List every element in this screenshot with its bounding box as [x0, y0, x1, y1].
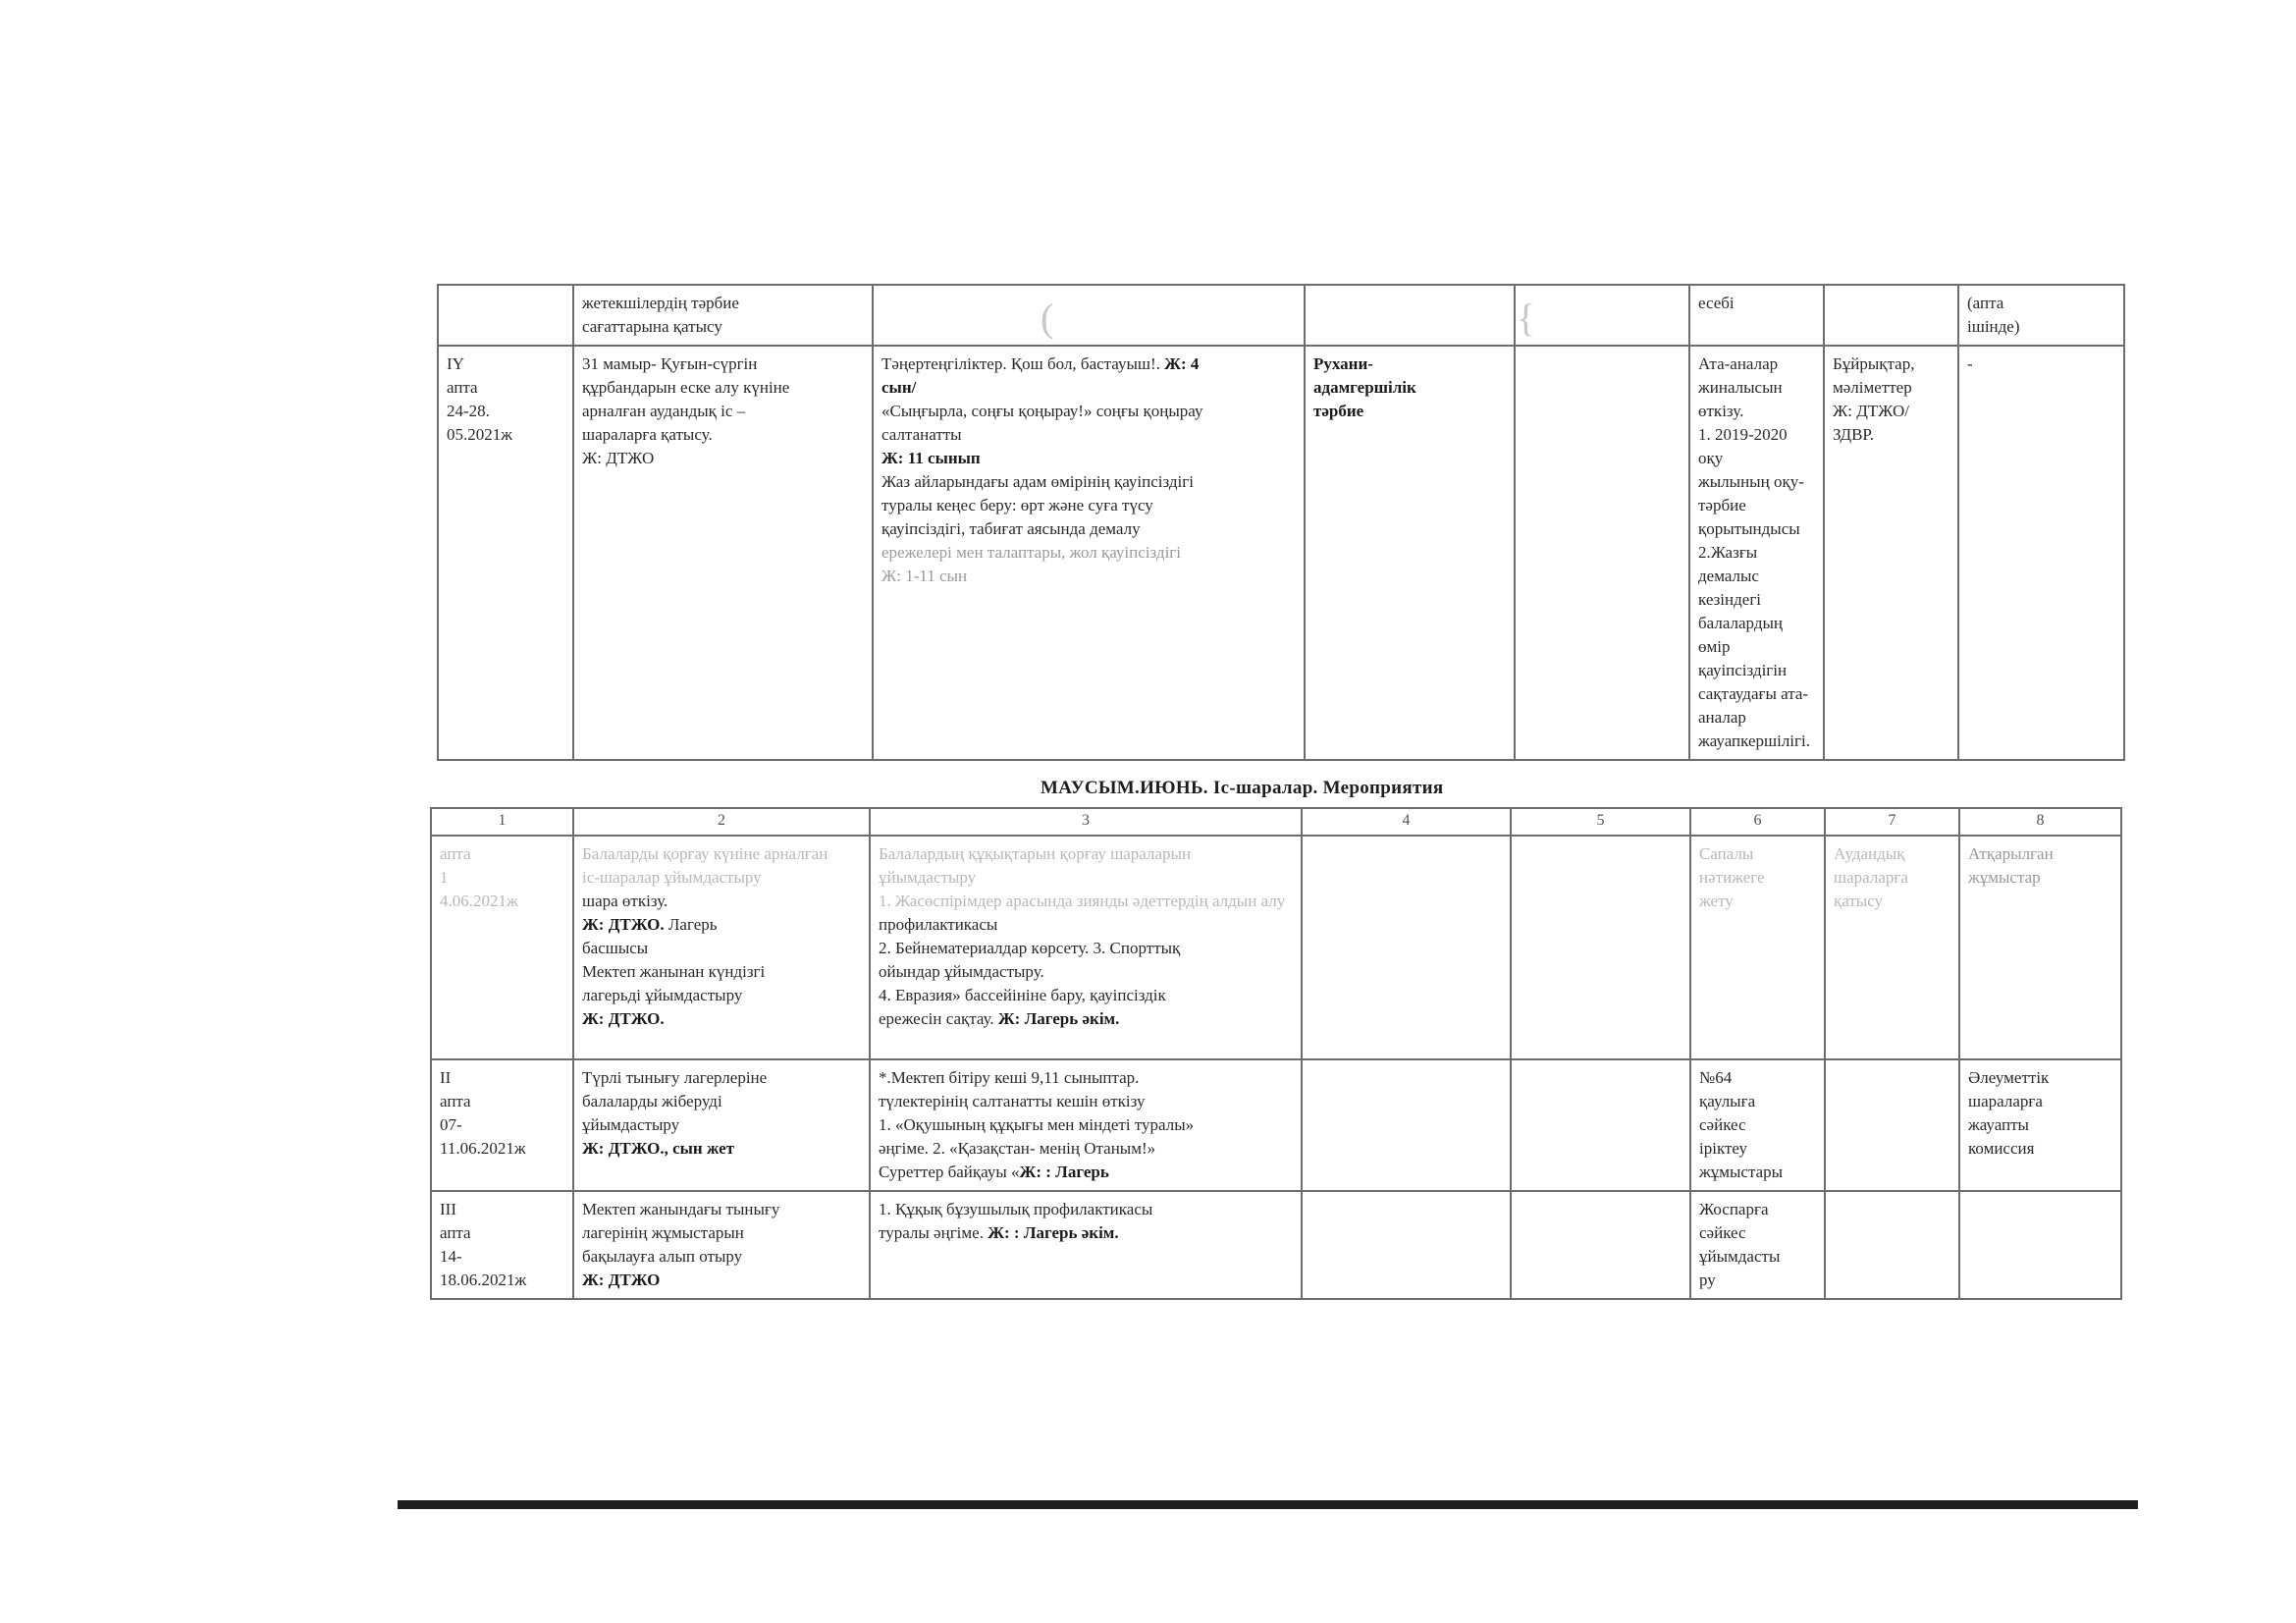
cell-text: профилактикасы 2. Бейнематериалдар көрсету. 3. Спорттық ойындар ұйымдастыру. 4. Евразия» бассейініне бару, қауіпсіздік ережесін сақтау. — [879, 915, 1181, 1028]
table-cell: жетекшілердің тәрбие сағаттарына қатысу — [573, 285, 873, 346]
table-cell: 31 мамыр- Қуғын-сүргін құрбандарын еске алу күніне арналған аудандық іс – шараларға қатысу. Ж: ДТЖО — [573, 346, 873, 760]
column-header: 3 — [870, 808, 1302, 836]
table-cell — [1302, 1191, 1511, 1299]
table-row — [438, 346, 2124, 760]
week-cell: III апта 14- 18.06.2021ж — [431, 1191, 573, 1299]
responsible-text: Ж: ДТЖО — [582, 1271, 661, 1289]
cell-text: 1. Құқық бұзушылық профилактикасы туралы әңгіме. — [879, 1200, 1153, 1242]
table-cell — [873, 285, 1305, 346]
cell-text: шара өткізу. — [582, 892, 668, 910]
table-cell: Аудандық шараларға қатысу — [1825, 836, 1959, 1059]
table-row — [438, 285, 2124, 346]
cell-text: Жаз айларындағы адам өмірінің қауіпсіздігі туралы кеңес беру: өрт және суға түсу қауіпсіздігі, табиғат аясында демалу — [881, 472, 1194, 538]
cell-text: Мектеп жанындағы тынығу лагерінің жұмыстарын бақылауға алып отыру — [582, 1200, 780, 1266]
responsible-text: Ж: Лагерь әкім. — [997, 1009, 1120, 1028]
table-cell — [573, 1191, 870, 1299]
cell-text: Балалардың құқықтарын қорғау шараларын ұйымдастыру 1. Жасөспірімдер арасында зиянды әдеттердің алдын алу — [879, 844, 1286, 910]
table-cell: (апта ішінде) — [1958, 285, 2124, 346]
table-cell: есебі — [1689, 285, 1824, 346]
responsible-text: Ж: ДТЖО. — [582, 1009, 665, 1028]
cell-text: Тәңертеңгіліктер. Қош бол, бастауыш!. — [881, 354, 1165, 373]
table-cell: Атқарылған жұмыстар — [1959, 836, 2121, 1059]
cell-text: Балаларды қорғау күніне арналған іс-шаралар ұйымдастыру — [582, 844, 828, 887]
column-header: 1 — [431, 808, 573, 836]
week-cell: IY апта 24-28. 05.2021ж — [438, 346, 573, 760]
table-cell: Сапалы нәтижеге жету — [1690, 836, 1825, 1059]
scan-mark: ( — [1041, 296, 1054, 340]
responsible-text: Ж: 11 сынып — [881, 449, 981, 467]
section-title: МАУСЫМ.ИЮНЬ. Іс-шаралар. Мероприятия — [1041, 778, 1444, 798]
responsible-text: Ж: ДТЖО., сын жет — [582, 1139, 734, 1158]
responsible-text: Ж: : Лагерь әкім. — [988, 1223, 1119, 1242]
cell-text: Түрлі тынығу лагерлеріне балаларды жіберуді ұйымдастыру — [582, 1068, 768, 1134]
table-cell — [438, 285, 573, 346]
table-cell — [573, 836, 870, 1059]
responsible-text: Ж: ДТЖО. — [582, 915, 668, 934]
table-cell — [1959, 1191, 2121, 1299]
table-cell — [1511, 836, 1690, 1059]
table-row — [431, 836, 2121, 1059]
table-cell — [1824, 285, 1958, 346]
table-cell: №64 қаулыға сәйкес іріктеу жұмыстары — [1690, 1059, 1825, 1191]
table-row — [431, 1059, 2121, 1191]
table-row — [431, 1191, 2121, 1299]
week-cell: апта 1 4.06.2021ж — [431, 836, 573, 1059]
table-cell: Бұйрықтар, мәліметтер Ж: ДТЖО/ ЗДВР. — [1824, 346, 1958, 760]
table-cell — [1515, 346, 1689, 760]
table-cell: Ата-аналар жиналысын өткізу. 1. 2019-2020 оқу жылының оқу- тәрбие қорытындысы 2.Жазғы демалыс кезіндегі балалардың өмір қауіпсіздігін сақтаудағы ата- аналар жауапкершілігі. — [1689, 346, 1824, 760]
table-cell — [1305, 285, 1515, 346]
table-cell: Рухани- адамгершілік тәрбие — [1305, 346, 1515, 760]
cell-text: ережелері мен талаптары, жол қауіпсіздігі Ж: 1-11 сын — [881, 543, 1181, 585]
table-cell — [1302, 1059, 1511, 1191]
table-cell — [870, 1191, 1302, 1299]
cell-text: «Сыңғырла, соңғы қоңырау!» соңғы қоңырау салтанатты — [881, 402, 1203, 444]
column-header: 4 — [1302, 808, 1511, 836]
plan-table-june — [430, 807, 2122, 1300]
table-cell: Жоспарға сәйкес ұйымдасты ру — [1690, 1191, 1825, 1299]
cell-text: Лагерь басшысы Мектеп жанынан күндізгі лагерьді ұйымдастыру — [582, 915, 766, 1004]
responsible-text: Ж: 4 сын/ — [881, 354, 1200, 397]
table-cell — [1825, 1059, 1959, 1191]
column-header: 8 — [1959, 808, 2121, 836]
table-cell — [1302, 836, 1511, 1059]
scan-edge-bar — [398, 1500, 2138, 1509]
table-cell — [870, 1059, 1302, 1191]
table-cell — [573, 1059, 870, 1191]
table-cell — [1511, 1191, 1690, 1299]
table-cell — [1825, 1191, 1959, 1299]
scan-mark: { — [1517, 296, 1536, 340]
table-cell — [870, 836, 1302, 1059]
table-cell — [873, 346, 1305, 760]
cell-text: *.Мектеп бітіру кеші 9,11 сыныптар. түлектерінің салтанатты кешін өткізу 1. «Оқушының құқығы мен міндеті туралы» әңгіме. 2. «Қазақстан- менің Отаным!» Суреттер байқауы « — [879, 1068, 1195, 1181]
plan-table-may — [437, 284, 2125, 761]
table-cell — [1511, 1059, 1690, 1191]
week-cell: II апта 07- 11.06.2021ж — [431, 1059, 573, 1191]
column-header: 2 — [573, 808, 870, 836]
column-header: 7 — [1825, 808, 1959, 836]
header-row — [431, 808, 2121, 836]
column-header: 6 — [1690, 808, 1825, 836]
column-header: 5 — [1511, 808, 1690, 836]
table-cell: - — [1958, 346, 2124, 760]
responsible-text: Ж: : Лагерь — [1019, 1163, 1109, 1181]
table-cell — [1515, 285, 1689, 346]
table-cell: Әлеуметтік шараларға жауапты комиссия — [1959, 1059, 2121, 1191]
